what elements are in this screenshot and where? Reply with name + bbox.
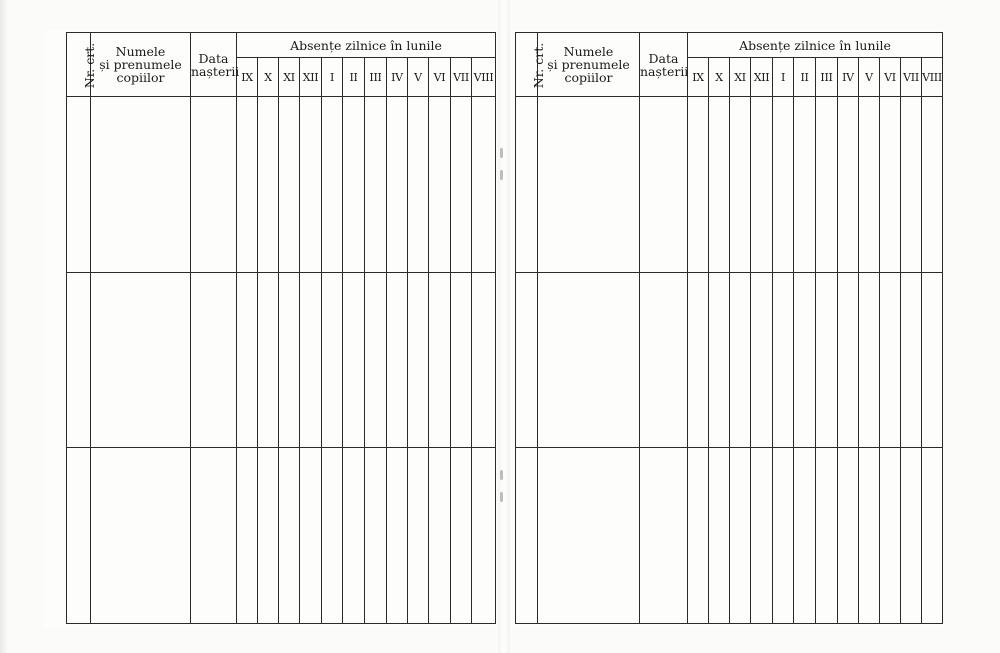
table-cell[interactable] bbox=[688, 272, 709, 448]
table-cell[interactable] bbox=[688, 97, 709, 273]
table-row bbox=[67, 448, 496, 624]
table-cell[interactable] bbox=[838, 448, 859, 624]
month-header: IV bbox=[838, 58, 859, 97]
table-cell[interactable] bbox=[794, 97, 816, 273]
table-row bbox=[516, 272, 943, 448]
month-header: IX bbox=[237, 58, 258, 97]
table-cell[interactable] bbox=[901, 272, 922, 448]
table-cell[interactable] bbox=[91, 97, 191, 273]
left-page bbox=[44, 30, 496, 628]
month-header: VI bbox=[880, 58, 901, 97]
table-cell[interactable] bbox=[67, 97, 91, 273]
nr-crt-header bbox=[67, 33, 98, 97]
month-header: IV bbox=[387, 58, 408, 97]
table-cell[interactable] bbox=[67, 272, 91, 448]
table-cell[interactable] bbox=[859, 448, 880, 624]
month-header: X bbox=[258, 58, 279, 97]
table-cell[interactable] bbox=[838, 272, 859, 448]
absences-header: Absențe zilnice în lunile bbox=[237, 33, 496, 58]
table-row bbox=[67, 97, 496, 273]
table-cell[interactable] bbox=[300, 272, 322, 448]
month-header: I bbox=[322, 58, 343, 97]
table-cell[interactable] bbox=[640, 448, 688, 624]
month-header: XII bbox=[751, 58, 773, 97]
names-label-1: Numele bbox=[115, 44, 166, 60]
table-cell[interactable] bbox=[387, 272, 408, 448]
month-header: VII bbox=[451, 58, 472, 97]
table-cell[interactable] bbox=[387, 448, 408, 624]
table-cell[interactable] bbox=[365, 97, 387, 273]
month-header: III bbox=[365, 58, 387, 97]
table-cell[interactable] bbox=[279, 272, 300, 448]
table-cell[interactable] bbox=[859, 272, 880, 448]
table-cell[interactable] bbox=[429, 97, 451, 273]
table-cell[interactable] bbox=[773, 448, 794, 624]
table-cell[interactable] bbox=[709, 272, 730, 448]
nr-crt-label: Nr. crt. bbox=[531, 42, 547, 89]
table-cell[interactable] bbox=[922, 272, 943, 448]
table-cell[interactable] bbox=[538, 448, 640, 624]
table-cell[interactable] bbox=[709, 448, 730, 624]
table-cell[interactable] bbox=[773, 97, 794, 273]
names-header bbox=[538, 33, 640, 97]
table-cell[interactable] bbox=[91, 448, 191, 624]
table-cell[interactable] bbox=[365, 272, 387, 448]
month-header: X bbox=[709, 58, 730, 97]
table-cell[interactable] bbox=[279, 97, 300, 273]
table-cell[interactable] bbox=[408, 272, 429, 448]
table-cell[interactable] bbox=[709, 97, 730, 273]
table-cell[interactable] bbox=[880, 272, 901, 448]
table-cell[interactable] bbox=[191, 97, 237, 273]
month-header: I bbox=[773, 58, 794, 97]
table-cell[interactable] bbox=[640, 272, 688, 448]
month-header: XI bbox=[279, 58, 300, 97]
table-cell[interactable] bbox=[237, 448, 258, 624]
table-cell[interactable] bbox=[751, 448, 773, 624]
absences-header: Absențe zilnice în lunile bbox=[688, 33, 943, 58]
month-header: VIII bbox=[472, 58, 496, 97]
right-page bbox=[510, 30, 942, 628]
table-cell[interactable] bbox=[322, 97, 343, 273]
names-label-3: copiilor bbox=[564, 70, 613, 86]
table-cell[interactable] bbox=[880, 97, 901, 273]
table-cell[interactable] bbox=[516, 272, 538, 448]
birthdate-header bbox=[191, 33, 240, 97]
table-cell[interactable] bbox=[538, 97, 640, 273]
table-cell[interactable] bbox=[322, 448, 343, 624]
names-label-1: Numele bbox=[563, 44, 614, 60]
month-header: V bbox=[408, 58, 429, 97]
table-cell[interactable] bbox=[451, 448, 472, 624]
table-body bbox=[67, 97, 496, 624]
table-cell[interactable] bbox=[343, 272, 365, 448]
table-cell[interactable] bbox=[451, 97, 472, 273]
attendance-table bbox=[66, 32, 496, 624]
table-cell[interactable] bbox=[472, 448, 496, 624]
table-cell[interactable] bbox=[258, 97, 279, 273]
table-cell[interactable] bbox=[730, 97, 751, 273]
table-cell[interactable] bbox=[816, 272, 838, 448]
table-cell[interactable] bbox=[688, 448, 709, 624]
table-row bbox=[67, 272, 496, 448]
table-cell[interactable] bbox=[751, 97, 773, 273]
names-label-2: și prenumele bbox=[99, 57, 182, 73]
table-cell[interactable] bbox=[730, 448, 751, 624]
table-cell[interactable] bbox=[901, 448, 922, 624]
month-header: II bbox=[343, 58, 365, 97]
table-row bbox=[516, 97, 943, 273]
table-cell[interactable] bbox=[258, 448, 279, 624]
table-cell[interactable] bbox=[880, 448, 901, 624]
table-cell[interactable] bbox=[91, 272, 191, 448]
birth-label-1: Data bbox=[648, 50, 679, 66]
names-label-2: și prenumele bbox=[547, 57, 630, 73]
table-cell[interactable] bbox=[300, 97, 322, 273]
month-header: VIII bbox=[922, 58, 943, 97]
table-cell[interactable] bbox=[258, 272, 279, 448]
birth-label-2: nașterii bbox=[640, 63, 689, 79]
table-cell[interactable] bbox=[730, 272, 751, 448]
table-cell[interactable] bbox=[816, 448, 838, 624]
table-cell[interactable] bbox=[408, 97, 429, 273]
names-label-3: copiilor bbox=[116, 70, 165, 86]
table-cell[interactable] bbox=[751, 272, 773, 448]
table-cell[interactable] bbox=[794, 448, 816, 624]
table-cell[interactable] bbox=[343, 448, 365, 624]
month-header: II bbox=[794, 58, 816, 97]
table-cell[interactable] bbox=[538, 272, 640, 448]
staple bbox=[500, 170, 503, 180]
staple bbox=[500, 148, 503, 158]
table-cell[interactable] bbox=[472, 97, 496, 273]
table-cell[interactable] bbox=[816, 97, 838, 273]
table-cell[interactable] bbox=[191, 272, 237, 448]
month-header: V bbox=[859, 58, 880, 97]
scan-edge bbox=[0, 0, 8, 653]
birth-label-2: nașterii bbox=[191, 63, 240, 79]
table-cell[interactable] bbox=[429, 272, 451, 448]
table-cell[interactable] bbox=[773, 272, 794, 448]
birth-label-1: Data bbox=[198, 50, 229, 66]
table-cell[interactable] bbox=[472, 272, 496, 448]
month-header: XII bbox=[300, 58, 322, 97]
staple bbox=[500, 470, 503, 480]
month-header: IX bbox=[688, 58, 709, 97]
nr-crt-label: Nr. crt. bbox=[82, 42, 98, 89]
table-cell[interactable] bbox=[237, 97, 258, 273]
table-cell[interactable] bbox=[429, 448, 451, 624]
birthdate-header bbox=[640, 33, 688, 97]
table-cell[interactable] bbox=[67, 448, 91, 624]
table-cell[interactable] bbox=[922, 448, 943, 624]
table-row bbox=[516, 448, 943, 624]
table-cell[interactable] bbox=[191, 448, 237, 624]
table-cell[interactable] bbox=[322, 272, 343, 448]
table-cell[interactable] bbox=[408, 448, 429, 624]
table-cell[interactable] bbox=[922, 97, 943, 273]
table-cell[interactable] bbox=[279, 448, 300, 624]
names-header bbox=[91, 33, 191, 97]
table-cell[interactable] bbox=[451, 272, 472, 448]
table-cell[interactable] bbox=[387, 97, 408, 273]
table-cell[interactable] bbox=[640, 97, 688, 273]
book-spine bbox=[498, 0, 510, 653]
nr-crt-header bbox=[516, 33, 547, 97]
table-cell[interactable] bbox=[516, 97, 538, 273]
table-body bbox=[516, 97, 943, 624]
month-header: XI bbox=[730, 58, 751, 97]
table-cell[interactable] bbox=[300, 448, 322, 624]
table-cell[interactable] bbox=[343, 97, 365, 273]
month-header: VI bbox=[429, 58, 451, 97]
table-cell[interactable] bbox=[838, 97, 859, 273]
table-cell[interactable] bbox=[794, 272, 816, 448]
table-cell[interactable] bbox=[516, 448, 538, 624]
table-cell[interactable] bbox=[237, 272, 258, 448]
month-header: III bbox=[816, 58, 838, 97]
table-cell[interactable] bbox=[365, 448, 387, 624]
table-cell[interactable] bbox=[901, 97, 922, 273]
attendance-table bbox=[515, 32, 943, 624]
table-cell[interactable] bbox=[859, 97, 880, 273]
staple bbox=[500, 492, 503, 502]
month-header: VII bbox=[901, 58, 922, 97]
